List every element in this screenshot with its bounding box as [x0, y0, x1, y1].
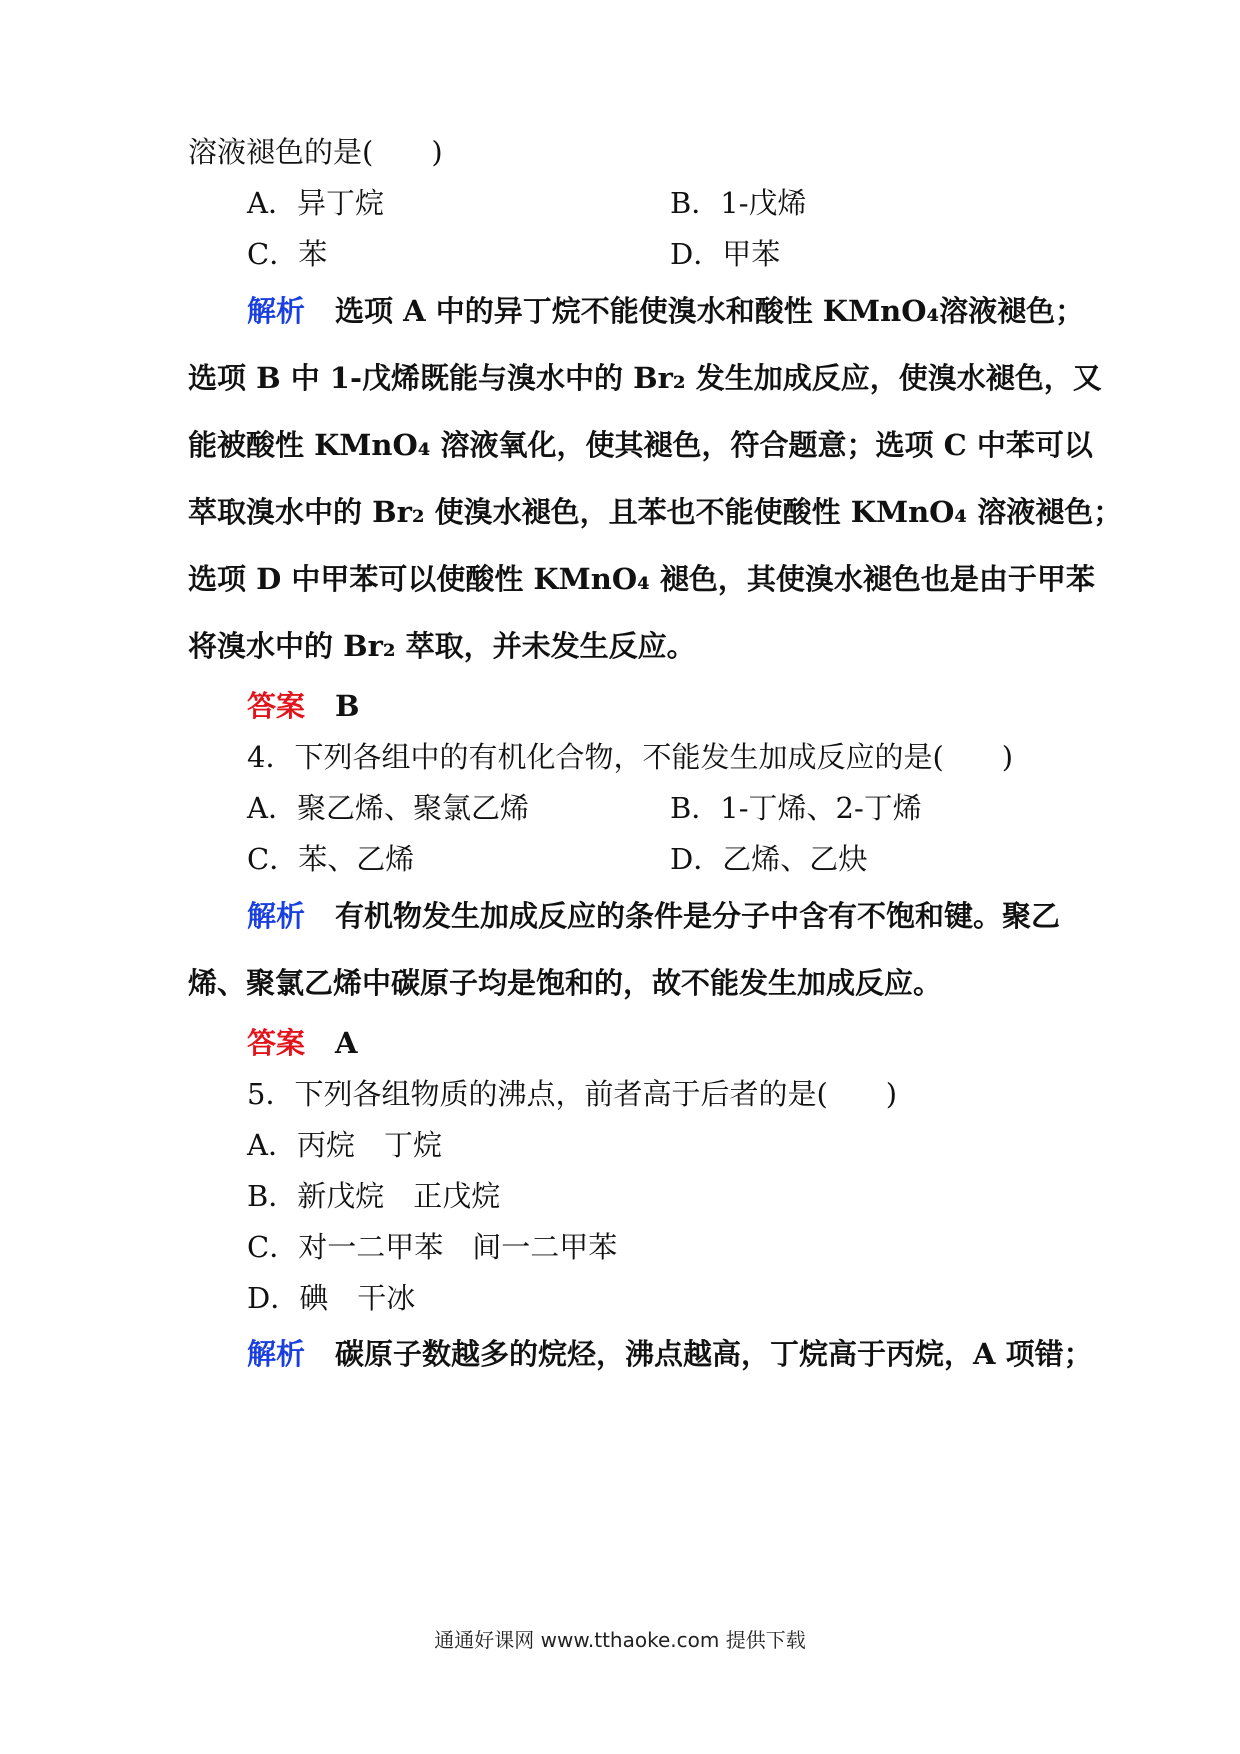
q3-answer-label: 答案	[247, 689, 306, 723]
q4-analysis-text-1: 有机物发生加成反应的条件是分子中含有不饱和键。聚乙	[335, 899, 1061, 933]
q5-analysis-line-1	[247, 1334, 1093, 1374]
q3-option-c: C．苯	[247, 237, 328, 271]
q4-answer: A	[335, 1026, 358, 1060]
q3-option-d: D．甲苯	[670, 237, 781, 271]
q4-analysis-line-2: 烯、聚氯乙烯中碳原子均是饱和的，故不能发生加成反应。	[188, 966, 943, 1000]
q4-option-d: D．乙烯、乙炔	[670, 842, 868, 876]
q4-analysis-label: 解析	[247, 899, 306, 933]
q3-stem-tail: 溶液褪色的是( )	[188, 135, 443, 169]
q3-option-b: B．1-戊烯	[670, 186, 807, 220]
q3-answer: B	[335, 689, 360, 723]
q3-analysis-text-4: 萃取溴水中的 Br₂ 使溴水褪色，且苯也不能使酸性 KMnO₄ 溶液褪色；	[188, 495, 1123, 529]
q4-option-c: C．苯、乙烯	[247, 842, 415, 876]
q3-analysis-text-2: 选项 B 中 1-戊烯既能与溴水中的 Br₂ 发生加成反应，使溴水褪色，又	[188, 361, 1102, 395]
q3-analysis-text-3: 能被酸性 KMnO₄ 溶液氧化，使其褪色，符合题意；选项 C 中苯可以	[188, 428, 1093, 462]
q3-analysis-line-6: 将溴水中的 Br₂ 萃取，并未发生反应。	[188, 629, 696, 663]
q4-option-b: B．1-丁烯、2-丁烯	[670, 791, 922, 825]
q3-answer-line	[247, 686, 1127, 726]
q4-answer-line	[247, 1023, 1127, 1063]
q5-analysis-text: 碳原子数越多的烷烃，沸点越高，丁烷高于丙烷，A 项错；	[335, 1337, 1093, 1371]
q4-stem: 4．下列各组中的有机化合物，不能发生加成反应的是( )	[247, 740, 1014, 774]
q4-analysis-line-1	[247, 896, 1067, 936]
q3-analysis-line-3	[188, 425, 1093, 465]
q3-option-a: A．异丁烷	[247, 186, 384, 220]
q3-analysis-line-4	[188, 492, 1123, 532]
q3-analysis-line-2	[188, 358, 1102, 398]
q5-stem: 5．下列各组物质的沸点，前者高于后者的是( )	[247, 1077, 898, 1111]
q3-analysis-line-1	[247, 291, 1085, 331]
q5-option-c: C．对一二甲苯 间一二甲苯	[247, 1230, 618, 1264]
q3-analysis-label: 解析	[247, 294, 306, 328]
q4-answer-label: 答案	[247, 1026, 306, 1060]
q5-analysis-label: 解析	[247, 1337, 306, 1371]
q5-option-d: D．碘 干冰	[247, 1281, 416, 1315]
q3-analysis-text-1: 选项 A 中的异丁烷不能使溴水和酸性 KMnO₄溶液褪色；	[335, 294, 1085, 328]
q5-option-a: A．丙烷 丁烷	[247, 1128, 442, 1162]
q4-option-a: A．聚乙烯、聚氯乙烯	[247, 791, 529, 825]
q3-analysis-line-5	[188, 559, 1095, 599]
q5-option-b: B．新戊烷 正戊烷	[247, 1179, 501, 1213]
page-footer: 通通好课网 www.tthaoke.com 提供下载	[434, 1628, 806, 1652]
q3-analysis-text-5: 选项 D 中甲苯可以使酸性 KMnO₄ 褪色，其使溴水褪色也是由于甲苯	[188, 562, 1095, 596]
